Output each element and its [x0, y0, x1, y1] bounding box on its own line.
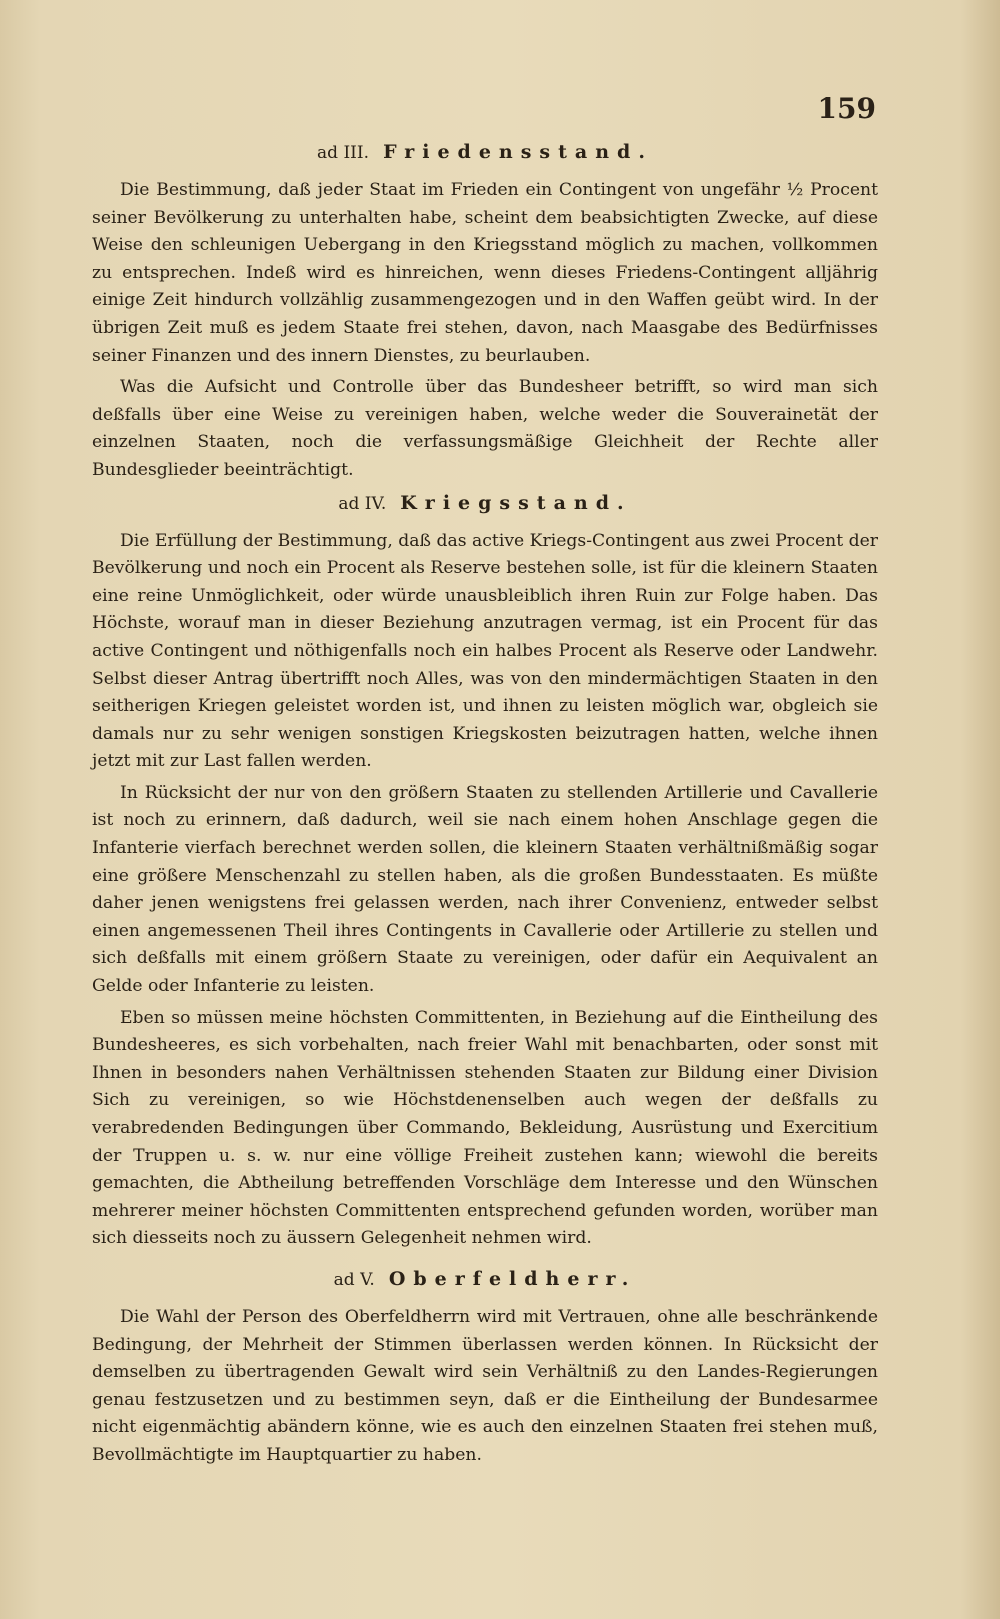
paragraph: Was die Aufsicht und Controlle über das Bundesheer betrifft, so wird man sich deßfalls über eine Weise zu vereinigen haben, welche weder die Souverainetät der einzelnen Staaten, noch die verfassungsmäßige Gleichheit der Rechte aller Bundesglieder beeinträchtigt. — [92, 377, 878, 480]
paragraph: Die Erfüllung der Bestimmung, daß das active Kriegs-Contingent aus zwei Procent der Bevölkerung und noch ein Procent als Reserve bestehen solle, ist für die kleinern Staaten eine reine Unmöglichkeit, oder würde unausbleiblich ihren Ruin zur Folge haben. Das Höchste, worauf man in dieser Beziehung anzutragen vermag, ist ein Procent für das active Contingent und nöthigenfalls noch ein halbes Procent als Reserve oder Landwehr. Selbst dieser Antrag übertrifft noch Alles, was von den mindermächtigen Staaten in den seitherigen Kriegen geleistet worden ist, und ihnen zu leisten möglich war, obgleich sie damals nur zu sehr wenigen sonstigen Kriegskosten beizutragen hatten, welche ihnen jetzt mit zur Last fallen werden. — [92, 530, 878, 772]
section-title: Friedensstand. — [383, 141, 653, 163]
page-text — [92, 132, 878, 1474]
section-prefix: ad III. — [317, 143, 370, 163]
section-heading-5 — [92, 1265, 878, 1294]
paragraph: Die Bestimmung, daß jeder Staat im Frieden ein Contingent von ungefähr ½ Procent seiner Bevölkerung zu unterhalten habe, scheint dem beabsichtigten Zwecke, auf diese Weise den schleunigen Uebergang in den Kriegsstand möglich zu machen, vollkommen zu entsprechen. Indeß wird es hinreichen, wenn dieses Friedens-Contingent alljährig einige Zeit hindurch vollzählig zusammengezogen und in den Waffen geübt wird. In der übrigen Zeit muß es jedem Staate frei stehen, davon, nach Maasgabe des Bedürfnisses seiner Finanzen und des innern Dienstes, zu beurlauben. — [92, 180, 878, 366]
section-prefix: ad V. — [333, 1269, 375, 1290]
section-title: Kriegsstand. — [400, 491, 632, 514]
paragraph: In Rücksicht der nur von den größern Staaten zu stellenden Artillerie und Cavallerie ist noch zu erinnern, daß dadurch, weil sie nach einem hohen Anschlage gegen die Infanterie vierfach berechnet werden sollen, die kleinern Staaten verhältnißmäßig sogar eine größere Menschenzahl zu stellen haben, als die großen Bundesstaaten. Es müßte daher jenen wenigstens frei gelassen werden, nach ihrer Convenienz, entweder selbst einen angemessenen Theil ihres Contingents in Cavallerie oder Artillerie zu stellen und sich deßfalls mit einem größern Staate zu vereinigen, oder dafür ein Aequivalent an Gelde oder Infanterie zu leisten. — [92, 782, 878, 997]
paragraph: Eben so müssen meine höchsten Committenten, in Beziehung auf die Eintheilung des Bundesheeres, es sich vorbehalten, nach freier Wahl mit benachbarten, oder sonst mit Ihnen in besonders nahen Verhältnissen stehenden Staaten zur Bildung einer Division Sich zu vereinigen, so wie Höchstdenenselben auch wegen der deßfalls zu verabredenden Bedingungen über Commando, Bekleidung, Ausrüstung und Exercitium der Truppen u. s. w. nur eine völlige Freiheit zustehen kann; wiewohl die bereits gemachten, die Abtheilung betreffenden Vorschläge dem Interesse und den Wünschen mehrerer meiner höchsten Committenten entsprechend gefunden worden, worüber man sich diesseits noch zu äussern Gelegenheit nehmen wird. — [92, 1007, 878, 1249]
section-heading-4 — [92, 489, 878, 518]
section-heading-3 — [92, 138, 878, 167]
page-number: 159 — [817, 92, 876, 125]
section-title: Oberfeldherr. — [388, 1267, 637, 1290]
paragraph: Die Wahl der Person des Oberfeldherrn wird mit Vertrauen, ohne alle beschränkende Bedingung, der Mehrheit der Stimmen überlassen werden können. In Rücksicht der demselben zu übertragenden Gewalt wird sein Verhältniß zu den Landes-Regierungen genau festzusetzen und zu bestimmen seyn, daß er die Eintheilung der Bundesarmee nicht eigenmächtig abändern könne, wie es auch den einzelnen Staaten frei stehen muß, Bevollmächtigte im Hauptquartier zu haben. — [92, 1306, 878, 1465]
section-prefix: ad IV. — [338, 493, 387, 514]
